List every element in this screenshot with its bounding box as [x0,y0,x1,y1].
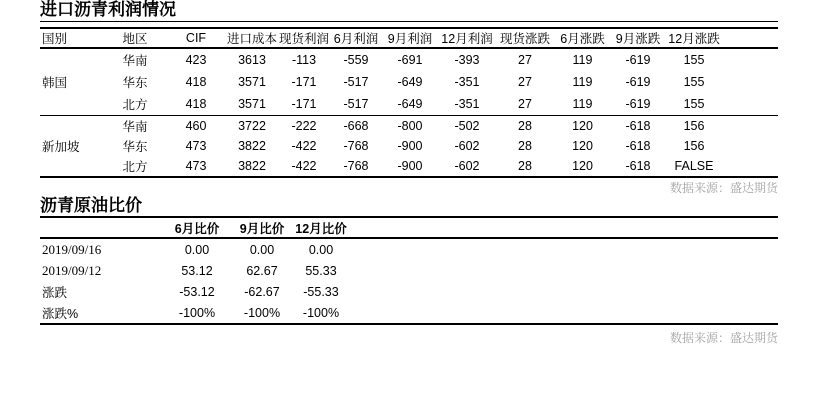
import-profit-title: 进口沥青利润情况 [40,0,778,22]
table-cell: 28 [518,139,532,153]
region-cell: 华东 [122,76,148,90]
column-header-spot-change: 现货涨跌 [499,32,550,46]
table-row [40,238,778,260]
ratio-table [40,216,778,325]
table-cell-spacer [723,93,778,116]
table-cell: -602 [454,159,480,173]
column-header-spot-profit: 现货利润 [278,32,329,46]
row-label-date: 2019/09/12 [42,262,102,278]
table-row [40,302,778,324]
table-cell-spacer [723,116,778,137]
column-header-cif: CIF [185,31,207,45]
table-cell: 119 [572,75,593,89]
table-cell: 155 [683,53,705,67]
table-cell: -53.12 [179,284,215,299]
region-cell: 华东 [122,140,148,154]
country-cell: 新加坡 [42,140,80,154]
column-header-spacer [350,217,778,238]
table-cell: -422 [291,159,317,173]
table-row [40,156,778,177]
region-cell: 北方 [122,160,148,174]
table-cell: 3822 [238,159,266,173]
table-cell: 119 [572,53,593,67]
table-cell: -502 [454,119,480,133]
table-cell: -618 [625,119,651,133]
table-cell: 0.00 [308,242,334,257]
table-cell: -422 [291,139,317,153]
table-cell: -618 [625,139,651,153]
table-cell: -171 [291,97,317,111]
column-header-jun-profit: 6月利润 [333,32,379,46]
row-label-date: 2019/09/16 [42,241,102,257]
table-cell: 473 [185,159,207,173]
table-row [40,116,778,137]
table-cell: -171 [291,75,317,89]
table-cell: -618 [625,159,651,173]
table-cell: -351 [454,75,480,89]
table-cell: 3722 [238,119,266,133]
table-cell: 27 [518,75,532,89]
table-cell: -113 [291,53,317,67]
table-cell: -222 [291,119,317,133]
row-label-change: 涨跌 [42,285,68,300]
ratio-header-row [40,217,778,238]
table-cell: -649 [397,97,423,111]
column-header-country: 国别 [42,32,68,46]
column-header-blank [40,217,162,238]
table-cell: 119 [572,97,593,111]
column-header-import-cost: 进口成本 [226,32,277,46]
column-header-sep-profit: 9月利润 [387,32,433,46]
table-cell: 3571 [238,97,266,111]
table-cell: -800 [397,119,423,133]
region-cell: 华南 [122,54,148,68]
column-header-sep-change: 9月涨跌 [615,32,661,46]
import-profit-header-row [40,28,778,48]
table-cell-spacer [723,71,778,93]
row-label-change-pct: 涨跌% [42,306,79,321]
table-cell-spacer [350,281,778,302]
table-cell: 460 [185,119,207,133]
table-cell: 28 [518,159,532,173]
table-cell: 418 [185,97,207,111]
table-cell: 156 [683,139,705,153]
table-cell: -619 [625,75,651,89]
table-cell-spacer [350,238,778,260]
table-cell: 3571 [238,75,266,89]
table-row [40,48,778,71]
table-cell: -62.67 [244,284,280,299]
table-cell: -393 [454,53,480,67]
table-cell: -100% [178,305,216,320]
table-cell: -691 [397,53,423,67]
table-cell-spacer [350,260,778,281]
table-cell: -602 [454,139,480,153]
column-header-region: 地区 [122,32,148,46]
column-header-dec-ratio: 12月比价 [295,221,347,236]
table-cell: 120 [572,159,593,173]
table-cell: -559 [343,53,369,67]
table-row [40,281,778,302]
data-source-note: 数据来源：盛达期货 [669,181,778,195]
table-cell: 418 [185,75,207,89]
table-cell: 3822 [238,139,266,153]
table-cell: 55.33 [305,263,337,278]
table-cell-spacer [723,136,778,156]
table-cell: 27 [518,53,532,67]
report-content [40,0,778,346]
data-source-note: 数据来源：盛达期货 [669,331,778,345]
table-cell: 0.00 [249,242,275,257]
table-cell-spacer [350,302,778,324]
table-cell: 28 [518,119,532,133]
table-cell: 62.67 [246,263,278,278]
table-cell: 120 [572,139,593,153]
table-cell: -668 [343,119,369,133]
region-cell: 华南 [122,120,148,134]
column-header-sep-ratio: 9月比价 [239,221,285,236]
table-cell-spacer [723,48,778,71]
column-header-dec-change: 12月涨跌 [668,32,720,46]
table-cell: 120 [572,119,593,133]
table-cell: -649 [397,75,423,89]
table-cell: -55.33 [303,284,339,299]
table-cell: -351 [454,97,480,111]
table-cell: 53.12 [181,263,213,278]
table-cell: FALSE [674,159,714,173]
country-cell: 韩国 [42,76,68,90]
table-row [40,136,778,156]
table-cell: -900 [397,139,423,153]
table-cell-spacer [723,156,778,177]
table-cell: 0.00 [184,242,210,257]
table-cell: -768 [343,159,369,173]
table-cell: -100% [302,305,340,320]
column-header-jun-ratio: 6月比价 [174,221,220,236]
table-cell: -517 [343,97,369,111]
region-cell: 北方 [122,98,148,112]
table-cell: 27 [518,97,532,111]
table-cell: 423 [185,53,207,67]
table-row [40,93,778,116]
column-header-jun-change: 6月涨跌 [560,32,605,46]
table-cell: -619 [625,53,651,67]
column-header-spacer [723,28,778,48]
table-cell: -619 [625,97,651,111]
table-cell: 155 [683,97,705,111]
ratio-title: 沥青原油比价 [40,196,142,215]
table-cell: 3613 [238,53,266,67]
table-cell: -900 [397,159,423,173]
table-row [40,260,778,281]
import-profit-table [40,27,778,178]
table-row [40,71,778,93]
table-cell: -100% [243,305,281,320]
table-cell: -517 [343,75,369,89]
table-cell: 155 [683,75,705,89]
table-cell: 156 [683,119,705,133]
table-cell: 473 [185,139,207,153]
table-cell: -768 [343,139,369,153]
column-header-dec-profit: 12月利润 [441,32,493,46]
